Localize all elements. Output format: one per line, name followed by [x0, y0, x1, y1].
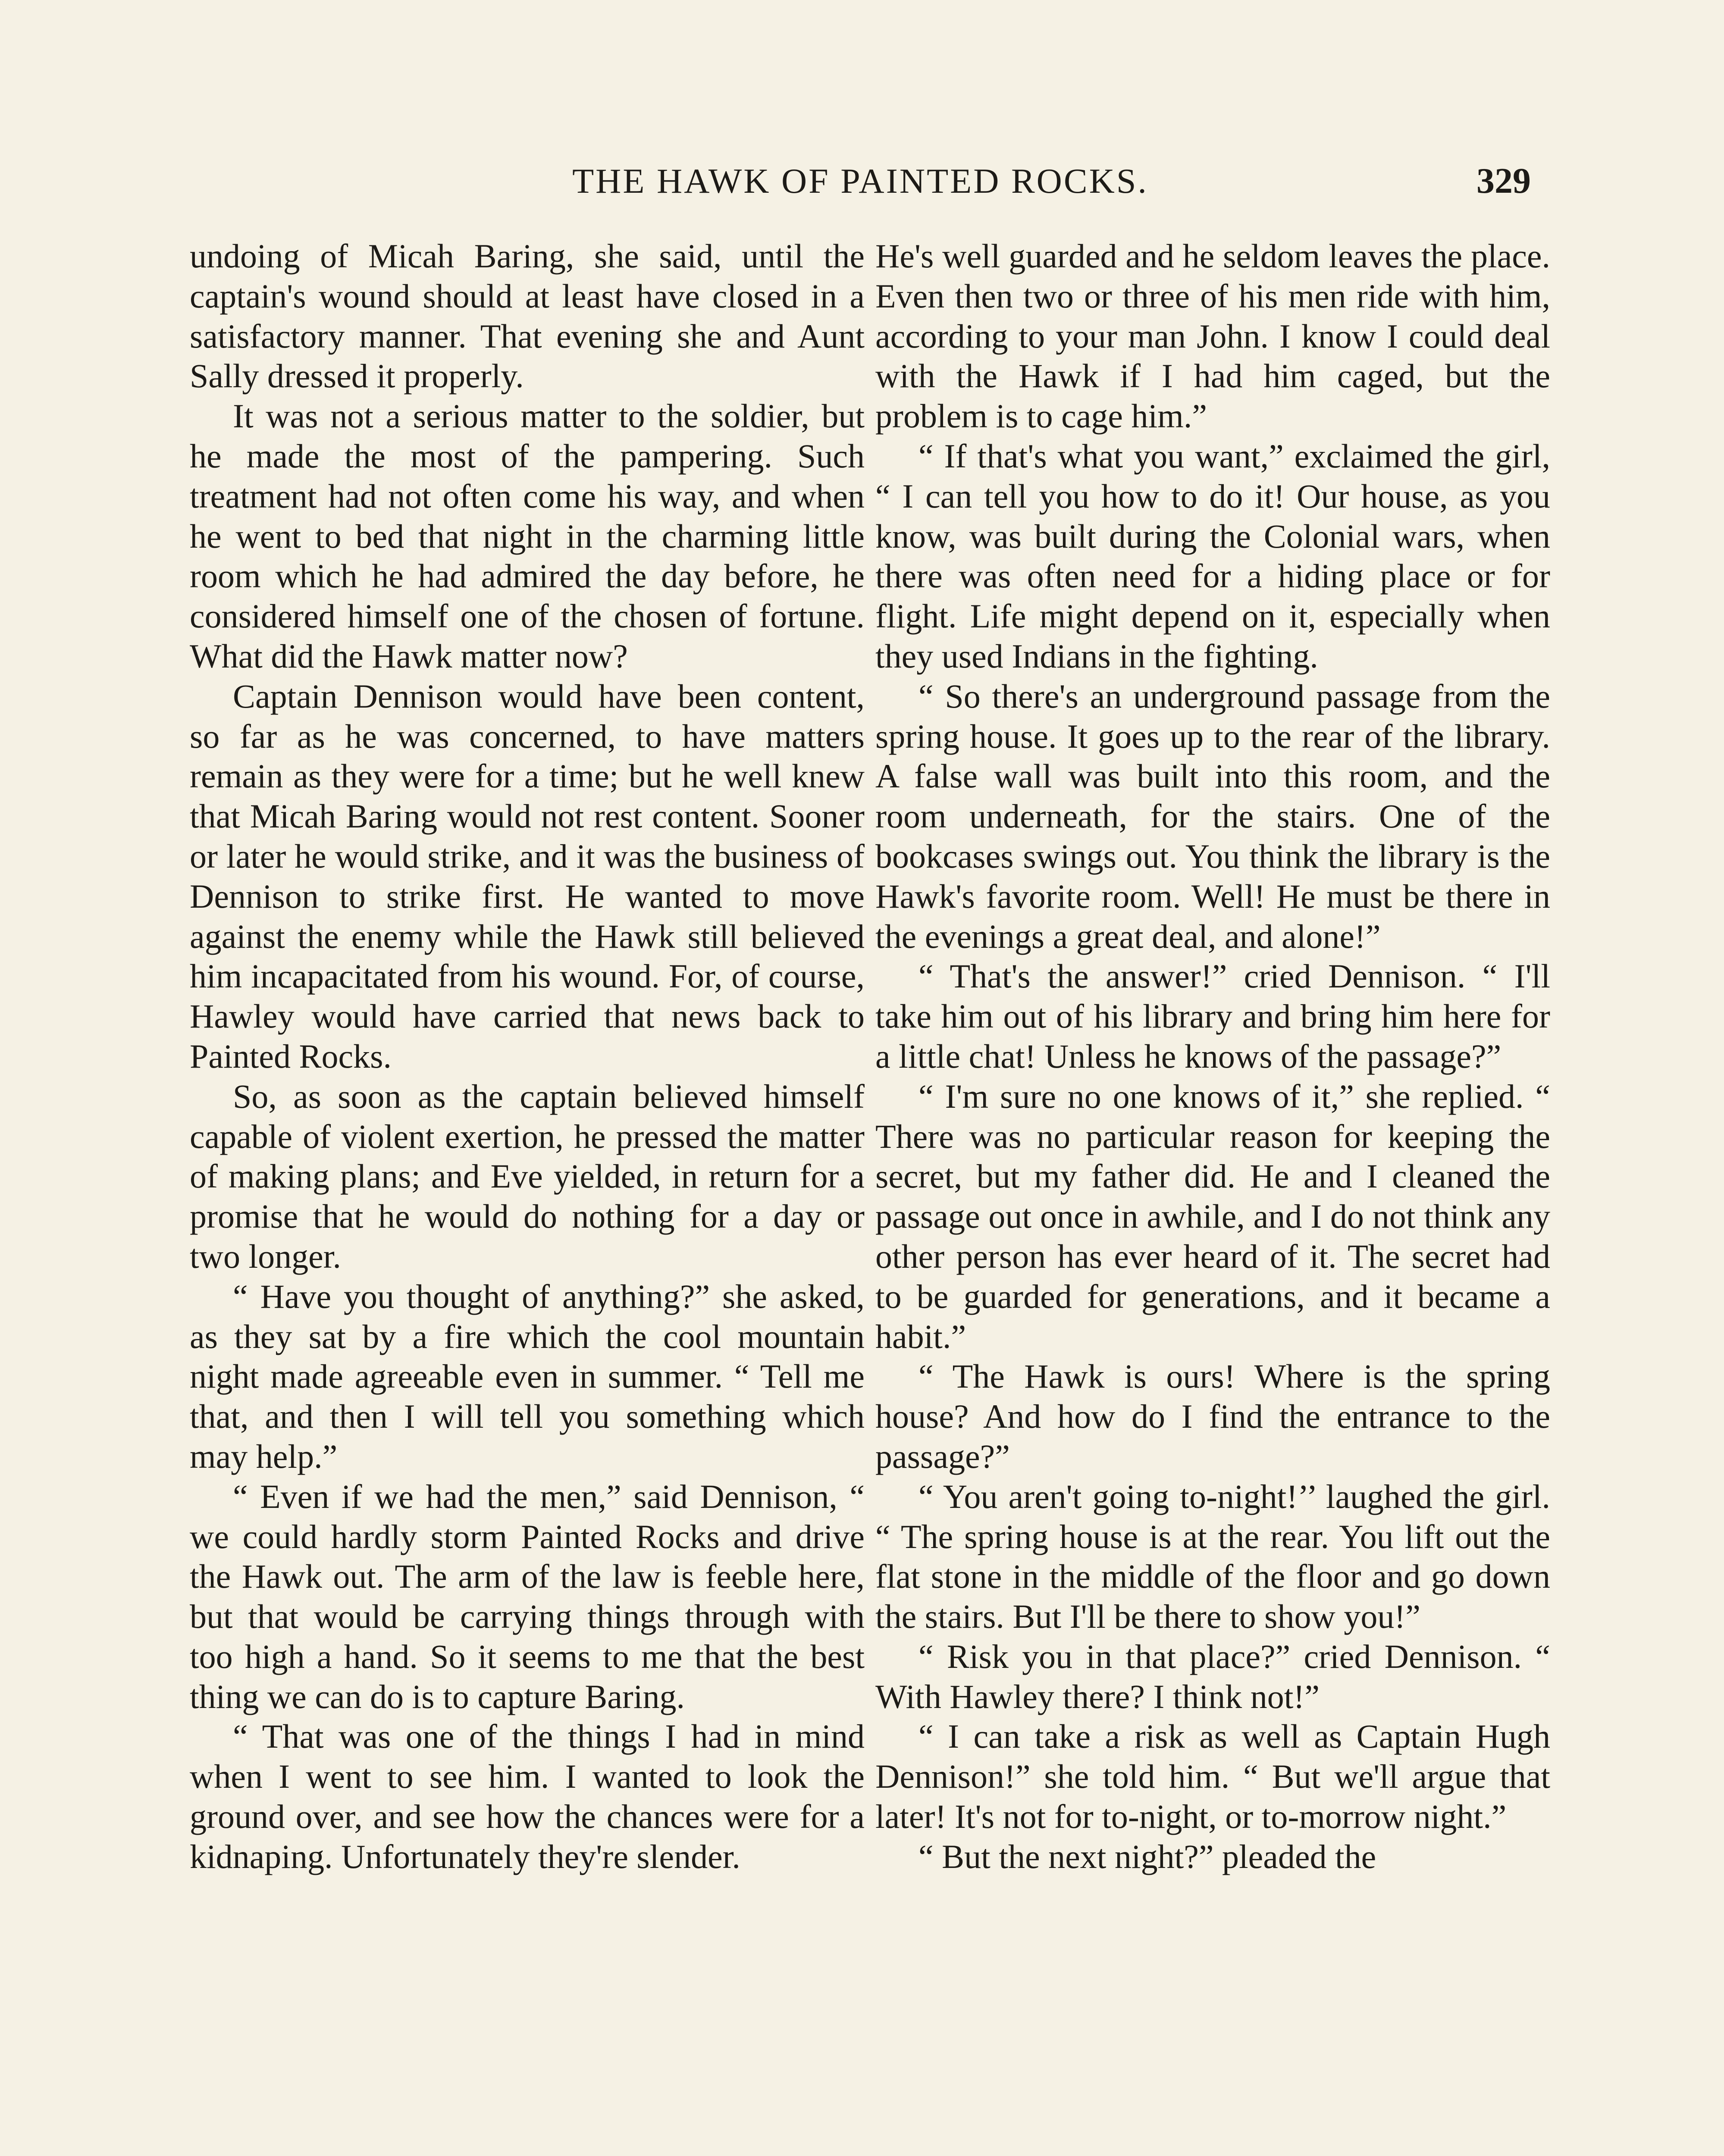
- paragraph: “ If that's what you want,” exclaimed the girl, “ I can tell you how to do it! Our house, as you know, was built during the Colonial wars, when there was often need for a hiding place or for flight. Life might depend on it, especially when they used Indians in the fighting.: [875, 437, 1550, 675]
- paragraph: Captain Dennison would have been content, so far as he was concerned, to have matters remain as they were for a time; but he well knew that Micah Baring would not rest content. Sooner or later he would strike, and it was the business of Dennison to strike first. He wanted to move against the enemy while the Hawk still believed him incapacitated from his wound. For, of course, Hawley would have carried that news back to Painted Rocks.: [190, 677, 865, 1075]
- paragraph: “ Risk you in that place?” cried Dennison. “ With Hawley there? I think not!”: [875, 1637, 1550, 1715]
- paragraph: undoing of Micah Baring, she said, until the captain's wound should at least have closed in a satisfactory manner. That evening she and Aunt Sally dressed it properly.: [190, 237, 865, 395]
- paragraph: “ I'm sure no one knows of it,” she replied. “ There was no particular reason for keeping the secret, but my father did. He and I cleaned the passage out once in awhile, and I do not think any other person has ever heard of it. The secret had to be guarded for generations, and it became a habit.”: [875, 1077, 1550, 1355]
- running-title: THE HAWK OF PAINTED ROCKS.: [572, 161, 1148, 201]
- paragraph: “ I can take a risk as well as Captain Hugh Dennison!” she told him. “ But we'll argue that later! It's not for to-night, or to-morrow night.”: [875, 1717, 1550, 1836]
- paragraph: “ Even if we had the men,” said Dennison, “ we could hardly storm Painted Rocks and drive the Hawk out. The arm of the law is feeble here, but that would be carrying things through with too high a hand. So it seems to me that the best thing we can do is to capture Baring.: [190, 1477, 865, 1715]
- page-header: [190, 153, 1531, 209]
- paragraph: “ So there's an underground passage from the spring house. It goes up to the rear of the library. A false wall was built into this room, and the room underneath, for the stairs. One of the bookcases swings out. You think the library is the Hawk's favorite room. Well! He must be there in the evenings a great deal, and alone!”: [875, 677, 1550, 955]
- paragraph: “ That was one of the things I had in mind when I went to see him. I wanted to look the ground over, and see how the chances were for a kidnaping. Unfortunately they're slender.: [190, 1717, 865, 1875]
- paragraph: “ But the next night?” pleaded the: [918, 1837, 1376, 1875]
- paragraph: It was not a serious matter to the soldier, but he made the most of the pampering. Such treatment had not often come his way, and when he went to bed that night in the charming little room which he had admired the day before, he considered himself one of the chosen of fortune. What did the Hawk matter now?: [190, 397, 865, 675]
- text-column-left: [190, 236, 865, 2156]
- text-column-right: [875, 236, 1550, 2156]
- paragraph: So, as soon as the captain believed himself capable of violent exertion, he pressed the matter of making plans; and Eve yielded, in return for a promise that he would do nothing for a day or two longer.: [190, 1077, 865, 1275]
- page-number: 329: [1476, 161, 1531, 201]
- paragraph: “ Have you thought of anything?” she asked, as they sat by a fire which the cool mountain night made agreeable even in summer. “ Tell me that, and then I will tell you something which may help.”: [190, 1277, 865, 1475]
- paragraph: “ That's the answer!” cried Dennison. “ I'll take him out of his library and bring him here for a little chat! Unless he knows of the passage?”: [875, 957, 1550, 1075]
- paragraph: “ You aren't going to-night!’’ laughed the girl. “ The spring house is at the rear. You lift out the flat stone in the middle of the floor and go down the stairs. But I'll be there to show you!”: [875, 1477, 1550, 1636]
- paragraph: He's well guarded and he seldom leaves the place. Even then two or three of his men ride with him, according to your man John. I know I could deal with the Hawk if I had him caged, but the problem is to cage him.”: [875, 237, 1550, 435]
- paragraph: “ The Hawk is ours! Where is the spring house? And how do I find the entrance to the passage?”: [875, 1357, 1550, 1475]
